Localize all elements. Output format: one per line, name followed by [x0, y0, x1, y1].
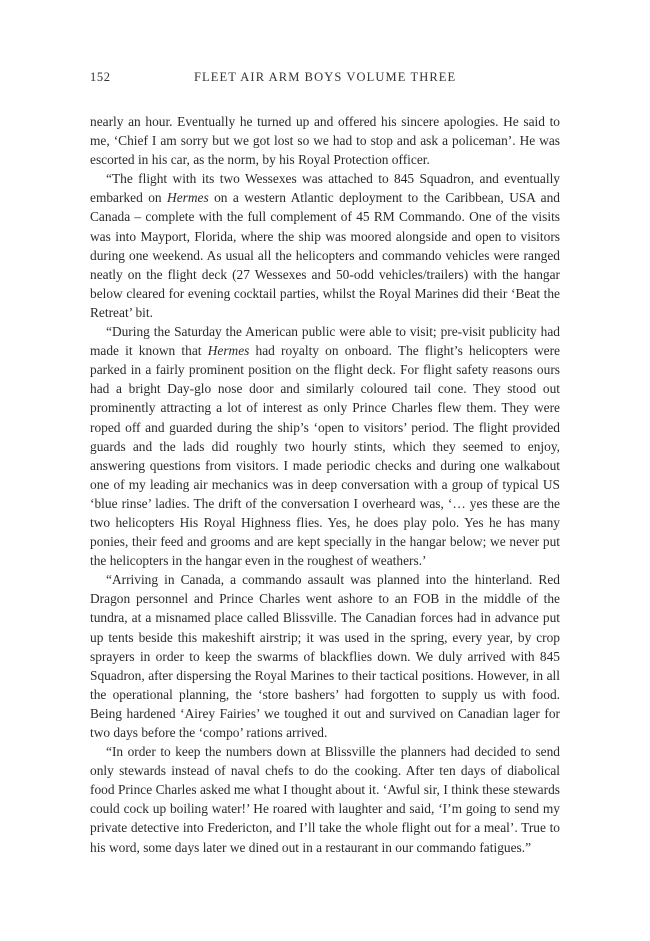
paragraph-text: “During the Saturday the American public were able to visit; pre-visit publicity had made it known that: [90, 324, 560, 359]
paragraph-text: nearly an hour. Eventually he turned up and offered his sincere apologies. He said to me, ‘Chief I am sorry but we got lost so we had to stop and ask a policeman’. He was escorted in his car, as the norm, by his Royal Protection officer.: [90, 114, 560, 168]
body-text: [90, 112, 560, 857]
paragraph: [90, 169, 560, 322]
paragraph-text: “Arriving in Canada, a commando assault was planned into the hinterland. Red Dragon personnel and Prince Charles went ashore to an FOB in the middle of the tundra, at a misnamed place called Blissville. The Canadian forces had in advance put up tents beside this makeshift airstrip; it was used in the spring, every year, by crop sprayers in order to keep the swarms of blackflies down. We duly arrived with 845 Squadron, after dispersing the Royal Marines to their tactical positions. However, in all the operational planning, the ‘store bashers’ had forgotten to supply us with food. Being hardened ‘Airey Fairies’ we toughed it out and survived on Canadian lager for two days before the ‘compo’ rations arrived.: [90, 572, 560, 740]
paragraph: [90, 112, 560, 169]
book-title: FLEET AIR ARM BOYS VOLUME THREE: [194, 70, 457, 84]
page-number: 152: [90, 70, 111, 84]
paragraph-text: had royalty on onboard. The flight’s helicopters were parked in a fairly prominent position on the flight deck. For flight safety reasons ours had a bright Day-glo nose door and similarly coloured tail cone. They stood out prominently attracting a lot of interest as only Prince Charles flew them. They were roped off and guarded during the ship’s ‘open to visitors’ period. The flight provided guards and the lads did roughly two hourly stints, which they seemed to enjoy, answering questions from visitors. I made periodic checks and during one walkabout one of my leading air mechanics was in deep conversation with a group of typical US ‘blue rinse’ ladies. The drift of the conversation I overheard was, ‘… yes these are the two helicopters His Royal Highness flies. Yes, he does play polo. Yes he has many ponies, their feed and grooms and are kept specially in the hangar below; we never put the helicopters in the hangar even in the roughest of weathers.’: [90, 343, 560, 569]
running-head: [90, 70, 560, 90]
paragraph: [90, 742, 560, 857]
paragraph-text: on a western Atlantic deployment to the Caribbean, USA and Canada – complete with the full complement of 45 RM Commando. One of the visits was into Mayport, Florida, where the ship was moored alongside and open to visitors during one weekend. As usual all the helicopters and commando vehicles were ranged neatly on the flight deck (27 Wessexes and 50-odd vehicles/trailers) with the hangar below cleared for evening cocktail parties, whilst the Royal Marines did their ‘Beat the Retreat’ bit.: [90, 190, 560, 320]
paragraph: [90, 322, 560, 570]
paragraph: [90, 570, 560, 742]
paragraph-text: “In order to keep the numbers down at Blissville the planners had decided to send only stewards instead of naval chefs to do the cooking. After ten days of diabolical food Prince Charles asked me what I thought about it. ‘Awful sir, I think these stewards could cock up boiling water!’ He roared with laughter and said, ‘I’m going to send my private detective into Fredericton, and I’ll take the whole flight out for a meal’. True to his word, some days later we dined out in a restaurant in our commando fatigues.”: [90, 744, 560, 855]
ship-name-italic: Hermes: [167, 190, 209, 206]
paragraph-text: “The flight with its two Wessexes was attached to 845 Squadron, and eventually embarked on: [90, 171, 560, 206]
book-page: [90, 70, 560, 857]
ship-name-italic: Hermes: [207, 343, 250, 359]
